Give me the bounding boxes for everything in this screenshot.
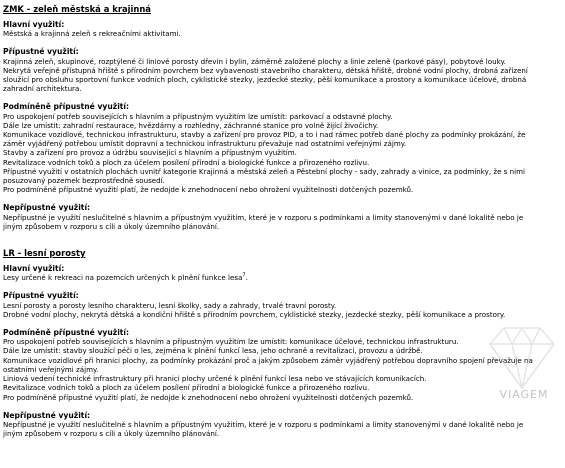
zmk-nepripustne-line: Nepřípustné je využití neslučitelné s hlavním a přípustným využitím, které je v rozporu s podmínkami a limity stanovenými v dané lokalitě nebo je xyxy=(3,212,524,222)
section-title-lr: LR - lesní porosty xyxy=(3,248,86,259)
zmk-podminene-line: Pro uspokojení potřeb souvisejících s hlavním a přípustným využitím lze umístit: parkovací a odstavné plochy. xyxy=(3,111,393,121)
lr-podminene-block xyxy=(3,328,562,402)
lr-nepripustne-block xyxy=(3,411,562,439)
zmk-pripustne-line: Krajinná zeleň, skupinové, rozptýlené či liniové porosty dřevin i bylin, záměrně založené plochy a linie zeleně (parkové pásy), pobytové louky. xyxy=(3,56,506,66)
zmk-podminene-line: Dále lze umístit: zahradní restaurace, hvězdárny a rozhledny, záchranné stanice pro volně žijící živočichy. xyxy=(3,120,379,130)
zmk-pripustne-line: zahradní architektura. xyxy=(3,84,82,94)
lr-podminene-line: Pro uspokojení potřeb souvisejících s hlavním a přípustným využitím lze umístit: komunikace účelové, technickou infrastrukturu. xyxy=(3,337,459,347)
lr-podminene-line: Dále lze umístit: stavby sloužící péči o les, zejména k plnění funkcí lesa, jeho ochraně a revitalizaci, provozu a údržbě. xyxy=(3,346,423,356)
lr-nepripustne-heading: Nepřípustné využití: xyxy=(3,410,91,420)
zmk-podminene-line: Revitalizace vodních toků a ploch za účelem posílení přírodní a biologické funkce a přirozeného rozlivu. xyxy=(3,157,370,167)
lr-podminene-line: ostatními veřejnými zájmy. xyxy=(3,364,99,374)
zmk-podminene-line: posuzovaný pozemek bezprostředně sousedí. xyxy=(3,176,165,186)
lr-nepripustne-line: Nepřípustné je využití neslučitelné s hlavním a přípustným využitím, které je v rozporu s podmínkami a limity stanovenými v dané lokalitě nebo je xyxy=(3,419,524,429)
zmk-hlavni-block xyxy=(3,20,562,38)
lr-podminene-line: Pro podmíněně přípustné využití platí, že nedojde k znehodnocení nebo ohrožení využitelnosti dotčených pozemků. xyxy=(3,392,414,402)
zmk-podminene-block xyxy=(3,102,562,194)
lr-pripustne-block xyxy=(3,291,562,319)
lr-podminene-heading: Podmíněně přípustné využití: xyxy=(3,328,130,338)
zmk-podminene-line: Pro podmíněně přípustné využití platí, že nedojde k znehodnocení nebo ohrožení využitelnosti dotčených pozemků. xyxy=(3,185,414,195)
zmk-nepripustne-block xyxy=(3,203,562,231)
lr-podminene-line: Komunikace vozidlové při hranici plochy, za podmínky prokázání proč a jakým způsobem záměr vyjádřený potřebou dopravního spojení převažuje na xyxy=(3,355,533,365)
section-lr xyxy=(3,248,562,438)
zmk-podminene-line: Komunikace vozidlové, technickou infrastrukturu, stavby a zařízení pro provoz PID, a to i nad rámec potřeb dané plochy za podmínky prokázání, že xyxy=(3,130,526,140)
lr-hlavni-text: Lesy určené k rekreaci na pozemcích určených k plnění funkce lesa xyxy=(3,273,243,283)
lr-hlavni-line xyxy=(3,273,562,282)
lr-hlavni-block xyxy=(3,264,562,282)
zmk-podminene-line: záměr vyjádřený potřebou umístit dopravní a technickou infrastrukturu převažuje nad ostatními veřejnými zájmy. xyxy=(3,139,407,149)
watermark-text: VIAGEM xyxy=(499,388,549,401)
lr-pripustne-heading: Přípustné využití: xyxy=(3,291,79,301)
zmk-podminene-line: Přípustné využití v ostatních plochách uvnitř kategorie Krajinná a městská zeleň a Pěstební plochy - sady, zahrady a vinice, za podmínky, že s nimi xyxy=(3,166,525,176)
zmk-pripustne-block xyxy=(3,47,562,93)
lr-pripustne-line: Drobné vodní plochy, nekrytá dětská a kondiční hřiště s přírodním povrchem, cyklistické stezky, jezdecké stezky, pěší komunikace a prostory. xyxy=(3,309,506,319)
zmk-nepripustne-line: jiným způsobem v rozporu s cíli a úkoly územního plánování. xyxy=(3,221,220,231)
section-title-zmk: ZMK - zeleň městská a krajinná xyxy=(3,4,151,14)
lr-nepripustne-line: jiným způsobem v rozporu s cíli a úkoly územního plánování. xyxy=(3,429,220,439)
zmk-podminene-line: Stavby a zařízení pro provoz a údržbu související s hlavním a přípustným využitím. xyxy=(3,148,297,158)
zmk-pripustne-line: Nekrytá veřejně přístupná hřiště s přírodním povrchem bez vybavenosti stavebního charakteru, dětská hřiště, drobné vodní plochy, drobná zařízení xyxy=(3,65,528,75)
lr-podminene-line: Liniová vedení technické infrastruktury při hranici plochy určené k plnění funkcí lesa nebo ve stávajících komunikacích. xyxy=(3,374,427,384)
lr-podminene-line: Revitalizace vodních toků a ploch za účelem posílení přírodní a biologické funkce a přirozeného rozlivu. xyxy=(3,383,370,393)
zmk-pripustne-line: sloužící pro obsluhu sportovní funkce vodních ploch, cyklistické stezky, jezdecké stezky, pěší komunikace a prostory a komunikace účelové, drobná xyxy=(3,75,527,85)
lr-pripustne-line: Lesní porosty a porosty lesního charakteru, lesní školky, sady a zahrady, trvalé travní porosty. xyxy=(3,300,337,310)
zmk-hlavni-heading: Hlavní využití: xyxy=(3,20,65,29)
zmk-podminene-heading: Podmíněně přípustné využití: xyxy=(3,102,130,112)
lr-hlavni-heading: Hlavní využití: xyxy=(3,264,65,274)
lr-hlavni-period: . xyxy=(245,273,248,283)
footnote-marker[interactable]: 7 xyxy=(242,272,246,279)
zmk-pripustne-heading: Přípustné využití: xyxy=(3,47,79,57)
zmk-hlavni-line: Městská a krajinná zeleň s rekreačními aktivitami. xyxy=(3,29,181,39)
section-zmk xyxy=(3,4,562,231)
zmk-nepripustne-heading: Nepřípustné využití: xyxy=(3,203,91,213)
